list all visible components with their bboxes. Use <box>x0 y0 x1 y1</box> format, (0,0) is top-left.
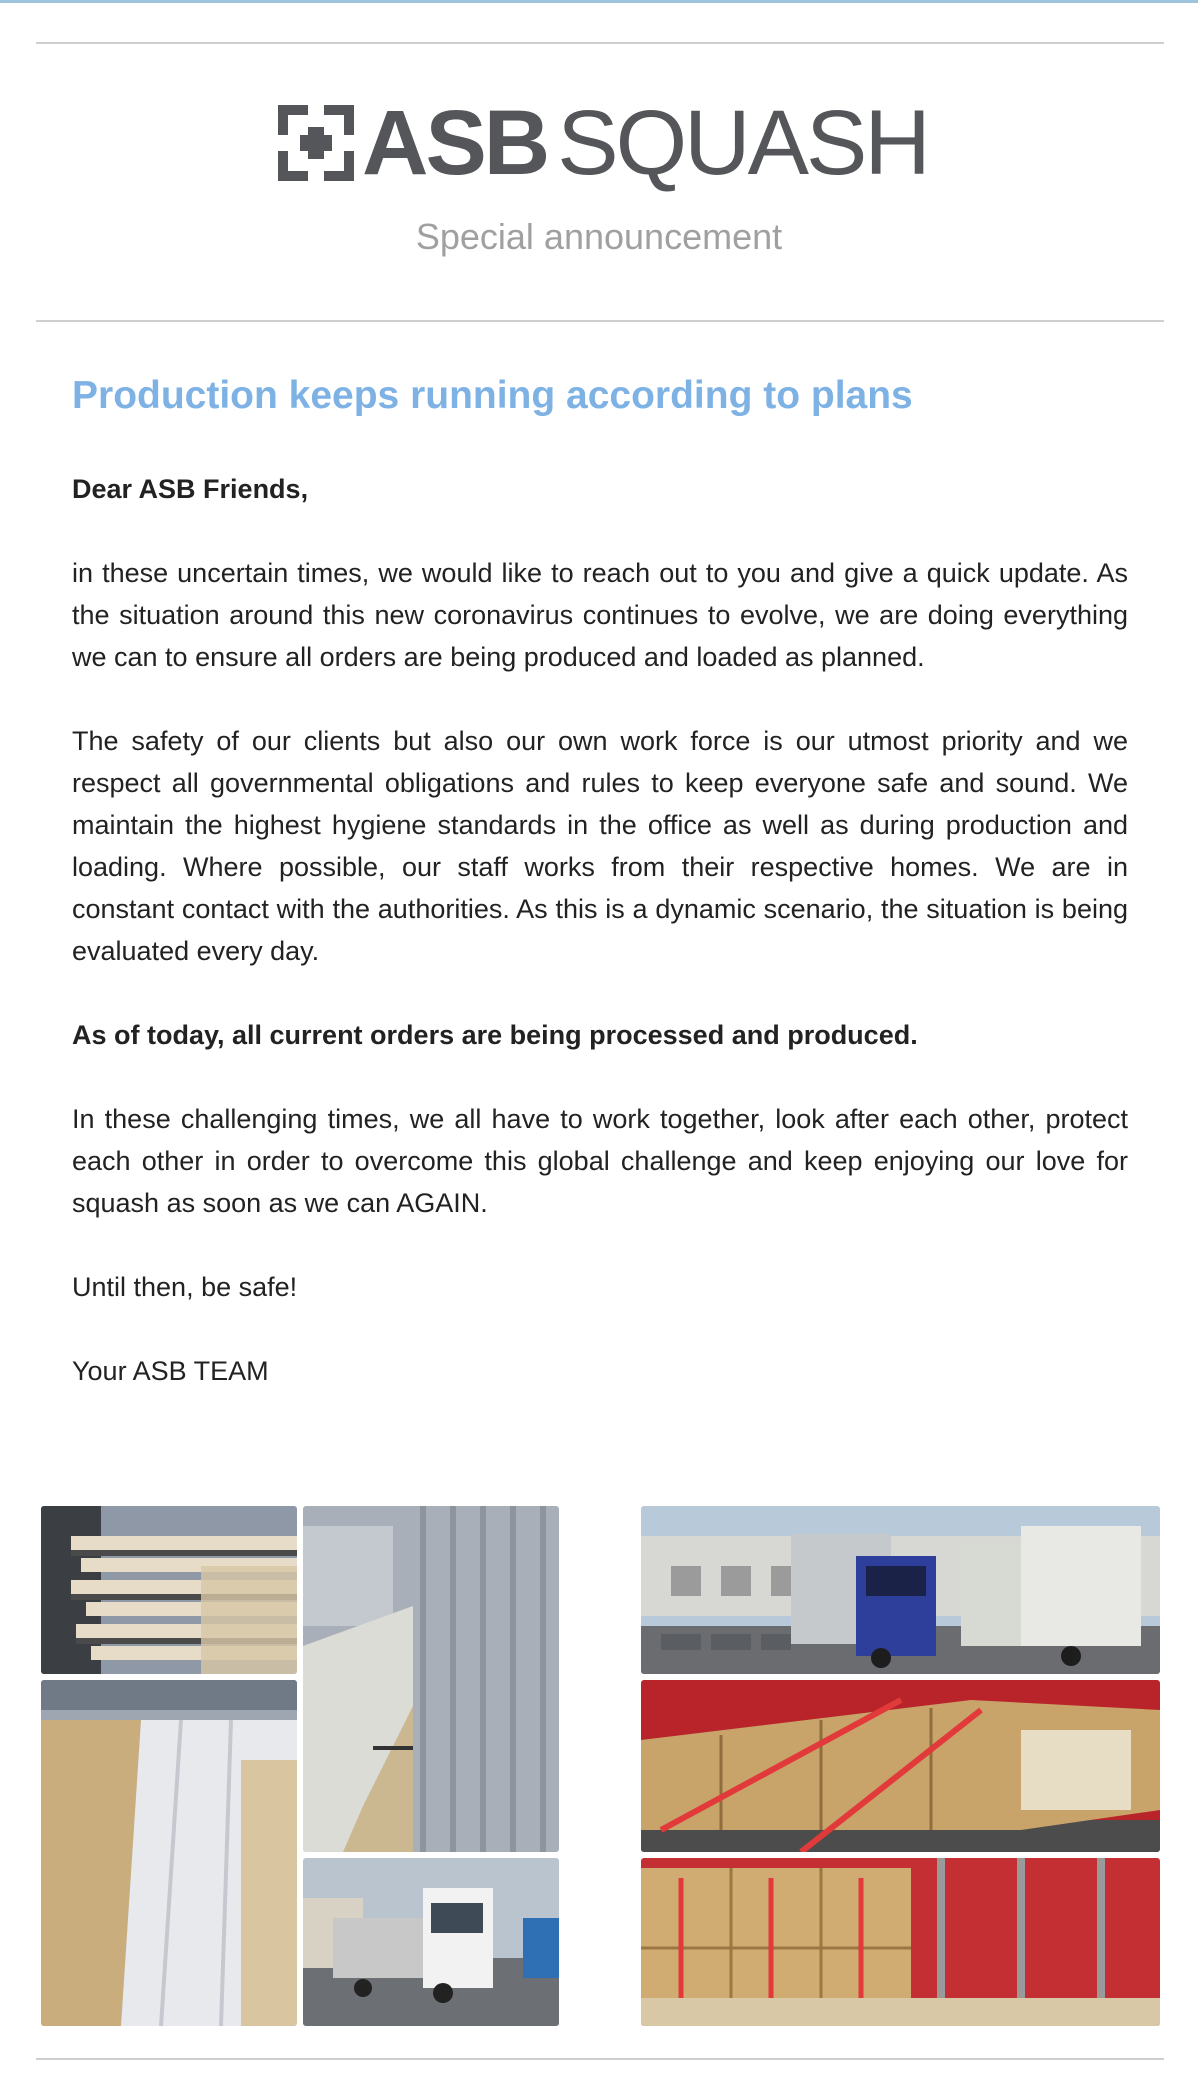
closing-line: Until then, be safe! <box>72 1272 298 1302</box>
top-accent-bar <box>0 0 1198 3</box>
paragraph-3: In these challenging times, we all have to work together, look after each other, protect each other in order to overcome this global challenge and keep enjoying our love for squash as soon as we can AGAIN. <box>72 1104 1128 1218</box>
photo-container-loaded-icon[interactable] <box>41 1680 297 2026</box>
greeting: Dear ASB Friends, <box>72 474 309 504</box>
article-headline: Production keeps running according to plans <box>72 374 913 417</box>
photo-truck-white-icon[interactable] <box>303 1858 559 2026</box>
special-announcement-subtitle: Special announcement <box>415 216 783 257</box>
photo-trucks-depot-icon[interactable] <box>641 1506 1160 1674</box>
highlight-statement: As of today, all current orders are being processed and produced. <box>72 1020 918 1050</box>
signature: Your ASB TEAM <box>72 1356 269 1386</box>
paragraph-1: in these uncertain times, we would like to reach out to you and give a quick update. As the situation around this new coronavirus continues to evolve, we are doing everything we can to ensure all orders are being produced and loaded as planned. <box>72 558 1128 672</box>
asb-squash-logo[interactable] <box>278 92 928 194</box>
photo-stacked-panels-icon[interactable] <box>41 1506 297 1674</box>
asb-logo-mark-icon <box>278 105 354 181</box>
article-body <box>72 368 1128 1434</box>
footer-divider <box>36 2058 1164 2060</box>
paragraph-2: The safety of our clients but also our own work force is our utmost priority and we respect all governmental obligations and rules to keep everyone safe and sound. We maintain the highest hygiene standards in the office as well as during production and loading. Where possible, our staff works from their respective homes. We are in constant contact with the authorities. As this is a dynamic scenario, the situation is being evaluated every day. <box>72 726 1128 966</box>
header-bottom-divider <box>36 320 1164 322</box>
logo-text-squash: SQUASH <box>557 92 928 194</box>
photo-container-interior-icon[interactable] <box>303 1506 559 1852</box>
logo-text-asb: ASB <box>362 92 548 194</box>
photo-crate-strapped-icon[interactable] <box>641 1680 1160 1852</box>
email-header <box>0 44 1198 320</box>
photo-gallery <box>0 1506 1198 2028</box>
photo-crates-trailer-icon[interactable] <box>641 1858 1160 2026</box>
